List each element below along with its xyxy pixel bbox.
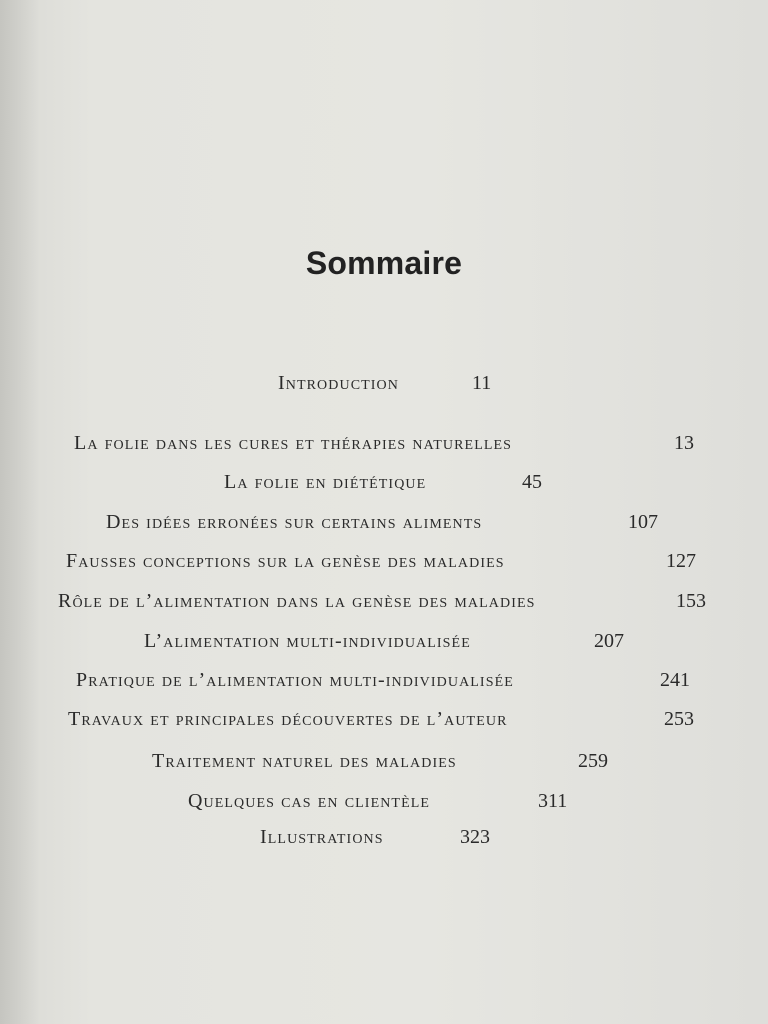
toc-entry-label: Travaux et principales découvertes de l’auteur bbox=[68, 708, 508, 730]
toc-row bbox=[0, 550, 768, 580]
toc-entry-page: 107 bbox=[628, 511, 658, 533]
toc-entry-page: 13 bbox=[674, 432, 694, 454]
toc-row bbox=[0, 790, 768, 820]
toc-row bbox=[0, 432, 768, 462]
toc-entry-label: Des idées erronées sur certains aliments bbox=[106, 511, 483, 533]
toc-entry-page: 323 bbox=[460, 826, 490, 848]
toc-row bbox=[0, 590, 768, 620]
toc-row bbox=[0, 669, 768, 699]
toc-entry-page: 153 bbox=[676, 590, 706, 612]
toc-entry-page: 241 bbox=[660, 669, 690, 691]
toc-entry-page: 127 bbox=[666, 550, 696, 572]
toc-entry-label: La folie en diététique bbox=[224, 471, 427, 493]
toc-entry-label: Introduction bbox=[278, 372, 399, 394]
toc-row bbox=[0, 372, 768, 402]
toc-row bbox=[0, 511, 768, 541]
toc-row bbox=[0, 471, 768, 501]
toc-entry-label: Traitement naturel des maladies bbox=[152, 750, 457, 772]
toc-entry-page: 253 bbox=[664, 708, 694, 730]
toc-entry-page: 259 bbox=[578, 750, 608, 772]
toc-entry-page: 11 bbox=[472, 372, 492, 394]
toc-entry-page: 207 bbox=[594, 630, 624, 652]
toc-entry-page: 45 bbox=[522, 471, 542, 493]
toc-entry-label: L’alimentation multi-individualisée bbox=[144, 630, 471, 652]
toc-entry-label: Illustrations bbox=[260, 826, 384, 848]
toc-entry-label: Pratique de l’alimentation multi-individualisée bbox=[76, 669, 514, 691]
toc-entry-label: Quelques cas en clientèle bbox=[188, 790, 431, 812]
toc-row bbox=[0, 750, 768, 780]
toc-row bbox=[0, 826, 768, 856]
toc-row bbox=[0, 630, 768, 660]
toc-entry-label: La folie dans les cures et thérapies naturelles bbox=[74, 432, 513, 454]
toc-entry-page: 311 bbox=[538, 790, 568, 812]
toc-entry-label: Rôle de l’alimentation dans la genèse des maladies bbox=[58, 590, 536, 612]
toc-row bbox=[0, 708, 768, 738]
toc-entry-label: Fausses conceptions sur la genèse des maladies bbox=[66, 550, 505, 572]
page-title: Sommaire bbox=[305, 245, 463, 281]
